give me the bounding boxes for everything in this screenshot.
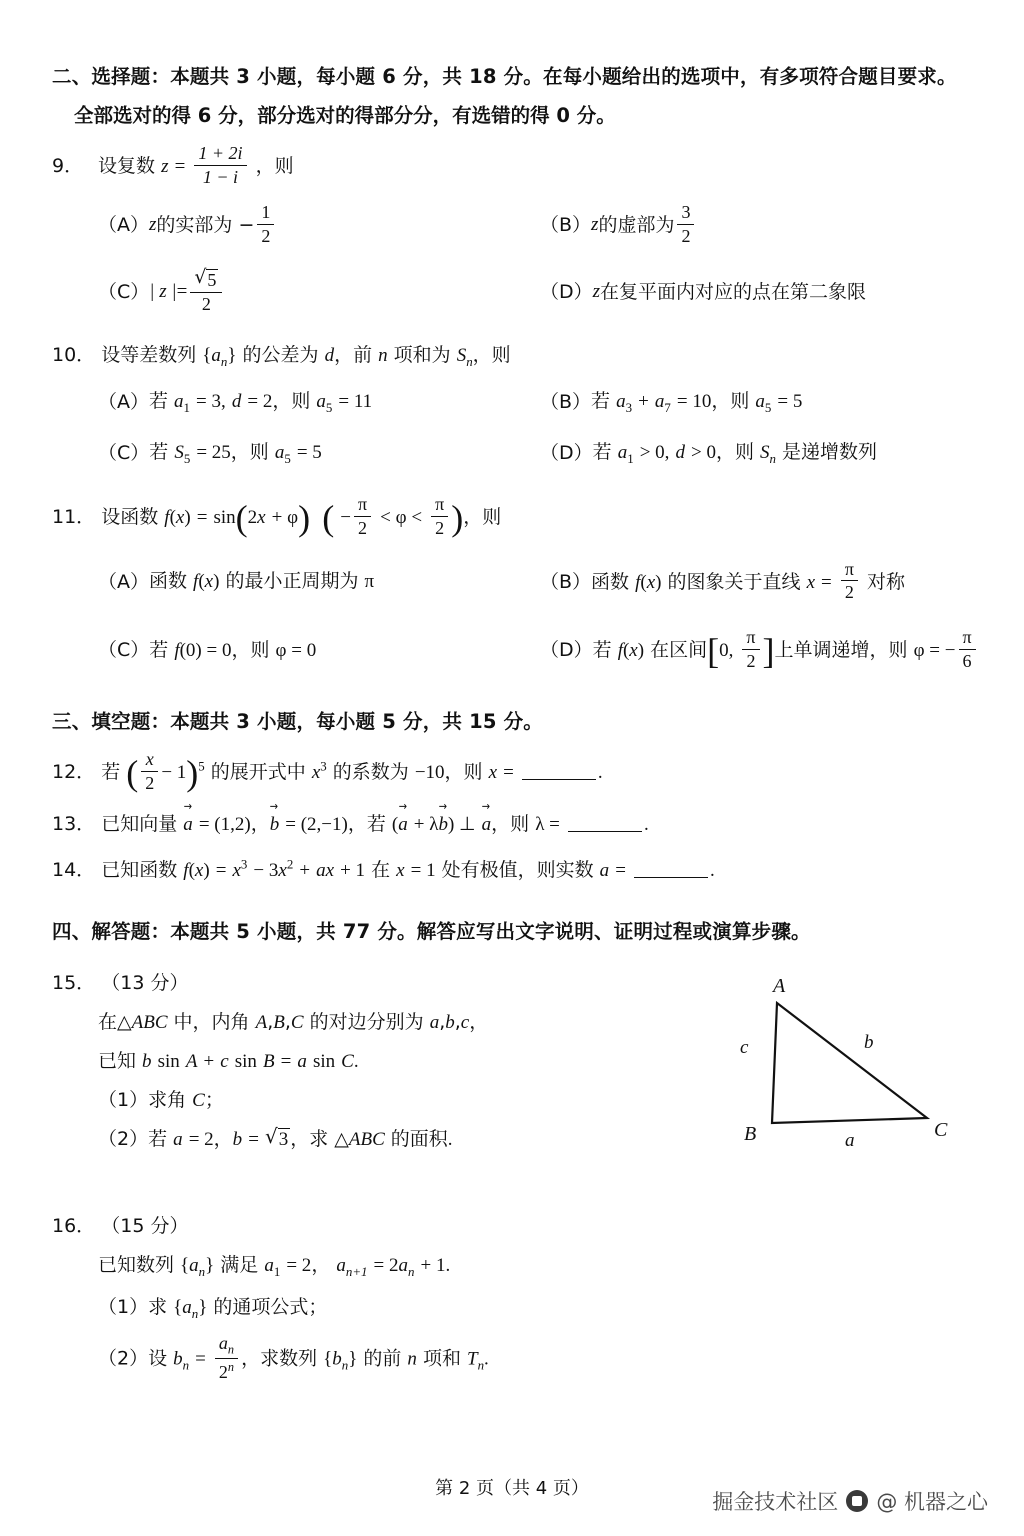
question-9 xyxy=(52,144,982,316)
question-10-option-c[interactable] xyxy=(98,437,540,469)
triangle-side-b: b xyxy=(864,1031,874,1053)
question-10-option-d[interactable] xyxy=(540,437,982,469)
question-14-number: 14． xyxy=(52,859,96,882)
question-11-option-a-text: 函数 f(x) 的最小正周期为 π xyxy=(149,570,375,593)
question-9-option-c-frac-den: 2 xyxy=(201,294,211,314)
question-13-text: 已知向量 a → = (1,2)，b → = (2,−1)，若 (a → + λb →) ⊥ a →，则 λ = . xyxy=(101,813,648,835)
question-9-option-a-frac-num: 1 xyxy=(257,202,274,225)
question-10-options xyxy=(98,386,982,469)
question-10-option-a[interactable] xyxy=(98,386,540,418)
question-9-stem-suffix: ，则 xyxy=(255,155,294,177)
question-15-marks: （13 分） xyxy=(101,971,189,994)
question-16-line-2: （1）求 $\{a_n\}$ 的通项公式； xyxy=(98,1296,328,1321)
question-9-option-b-frac-den: 2 xyxy=(681,225,691,246)
question-14-text: 已知函数 $f(x) = x^3 - 3x^2$ + ax + 1 在 x = 1 处有极值，则实数 a = . xyxy=(101,856,715,882)
question-11-option-b-text: 函数 f(x) 的图象关于直线 x = $\frac{\pi}{2}$ 对称 xyxy=(591,558,905,603)
question-9-stem xyxy=(98,143,294,187)
question-12-answer-blank[interactable] xyxy=(522,760,596,780)
question-11-option-b-label: （B） xyxy=(540,570,592,593)
triangle-side-c: c xyxy=(740,1036,749,1058)
question-13-answer-blank[interactable] xyxy=(568,812,642,832)
question-11-option-d[interactable] xyxy=(540,628,982,673)
question-10-options-row-1 xyxy=(98,386,982,418)
question-11-stem: 设函数 f(x) = sin(2x + φ) ( − $\frac{\pi}{2}$ < φ < $\frac{\pi}{2}$ )，则 xyxy=(101,494,502,538)
question-16 xyxy=(52,1211,982,1384)
question-9-option-d[interactable] xyxy=(540,269,982,316)
question-9-option-a-frac-den: 2 xyxy=(261,225,271,246)
question-9-option-b-label: （B） xyxy=(540,213,592,236)
question-11-option-a-label: （A） xyxy=(98,570,149,593)
sqrt-icon: √ 5 xyxy=(194,266,217,291)
question-9-option-a-var: z xyxy=(149,213,157,235)
question-9-option-b-fraction xyxy=(677,202,694,247)
question-11-option-c[interactable] xyxy=(98,628,540,673)
question-9-option-c-equals: = xyxy=(176,281,188,303)
question-11-options-row-1 xyxy=(98,560,982,605)
page-number-label: 第 2 页（共 4 页） xyxy=(435,1478,589,1499)
question-10-option-b-label: （B） xyxy=(540,391,592,414)
question-9-fraction-denominator: 1 − i xyxy=(202,167,239,187)
question-15 xyxy=(52,968,982,1152)
question-9-options xyxy=(98,203,982,316)
question-12-text: 若 ( $\frac{x}{2}$ − 1)$^5$ 的展开式中 $x^3$ 的系数为 −10，则 x = . xyxy=(101,748,603,793)
question-9-var: z xyxy=(161,156,169,177)
question-10-stem: 设等差数列 $\{a_n\}$ 的公差为 d，前 n 项和为 $S_n$，则 xyxy=(101,343,511,369)
page-content xyxy=(52,62,982,1384)
question-15-number: 15． xyxy=(52,971,96,994)
question-9-option-a-fraction xyxy=(257,202,274,247)
triangle-vertex-b: B xyxy=(744,1122,757,1145)
question-11-number: 11． xyxy=(52,505,96,528)
triangle-figure xyxy=(662,968,962,1153)
section-2-heading: 二、选择题：本题共 3 小题，每小题 6 分，共 18 分。在每小题给出的选项中，有多项符合题目要求。 xyxy=(52,65,957,88)
triangle-vertex-c: C xyxy=(934,1118,948,1141)
question-9-option-d-label: （D） xyxy=(540,281,593,304)
question-9-equals: = xyxy=(174,156,186,177)
question-10-number: 10． xyxy=(52,343,96,366)
question-13 xyxy=(52,808,982,840)
watermark xyxy=(712,1486,988,1516)
question-9-option-b[interactable] xyxy=(540,203,982,248)
section-2-subheading: 全部选对的得 6 分，部分选对的得部分分，有选错的得 0 分。 xyxy=(74,104,616,128)
question-10-option-b[interactable] xyxy=(540,386,982,418)
question-15-line-1: 在△ABC 中，内角 A,B,C 的对边分别为 a,b,c， xyxy=(98,1010,489,1033)
question-9-option-b-var: z xyxy=(591,213,599,235)
question-15-line-3: （1）求角 C； xyxy=(98,1088,224,1111)
question-9-option-d-text: 在复平面内对应的点在第二象限 xyxy=(600,281,867,304)
question-9-option-c-frac-num xyxy=(190,268,222,293)
question-16-marks: （15 分） xyxy=(101,1215,189,1238)
question-9-option-a[interactable] xyxy=(98,203,540,248)
question-9-option-c[interactable] xyxy=(98,266,540,316)
question-11-options-row-2 xyxy=(98,628,982,673)
question-9-option-b-frac-num: 3 xyxy=(677,202,694,225)
question-16-line-3: （2）设 $b_n$ = $\frac{a_n}{2^n}$ ，求数列 $\{b_n\}$ 的前 n 项和 $T_n$. xyxy=(98,1332,489,1382)
question-11-option-c-text: 若 f(0) = 0，则 φ = 0 xyxy=(149,638,317,661)
question-10-option-d-label: （D） xyxy=(540,441,593,464)
question-10-options-row-2 xyxy=(98,437,982,469)
question-9-option-c-modulus: | z | xyxy=(149,281,177,303)
question-9-option-c-fraction xyxy=(190,268,222,315)
triangle-vertex-a: A xyxy=(773,974,786,997)
question-9-option-a-text: 的实部为 − xyxy=(156,213,255,236)
question-9-option-a-label: （A） xyxy=(98,213,149,236)
watermark-left-text: 掘金技术社区 xyxy=(712,1490,839,1514)
question-9-options-row-1 xyxy=(98,203,982,248)
question-11-option-c-label: （C） xyxy=(98,639,150,662)
watermark-right-text: @ 机器之心 xyxy=(876,1490,988,1514)
question-10-option-a-label: （A） xyxy=(98,391,149,414)
question-10 xyxy=(52,340,982,469)
question-9-option-d-var: z xyxy=(592,281,601,303)
question-11-options xyxy=(98,560,982,673)
section-3-heading: 三、填空题：本题共 3 小题，每小题 5 分，共 15 分。 xyxy=(52,709,544,733)
watermark-logo-icon xyxy=(846,1490,868,1512)
question-12-number: 12． xyxy=(52,760,96,783)
question-15-line-2: 已知 b sin A + c sin B = a sin C. xyxy=(98,1049,359,1072)
question-9-options-row-2 xyxy=(98,266,982,316)
question-10-option-c-text: 若 $S_5 = 25$，则 $a_5 = 5$ xyxy=(149,440,322,466)
question-11-option-d-label: （D） xyxy=(540,639,593,662)
question-11-option-a[interactable] xyxy=(98,560,540,605)
question-9-option-b-text: 的虚部为 xyxy=(598,213,675,236)
question-9-option-c-label: （C） xyxy=(98,281,150,304)
question-14-answer-blank[interactable] xyxy=(634,858,708,878)
section-4-heading: 四、解答题：本题共 5 小题，共 77 分。解答应写出文字说明、证明过程或演算步骤。 xyxy=(52,919,811,943)
question-16-line-1: 已知数列 $\{a_n\}$ 满足 $a_1 = 2$， $a_{n+1} = 2a_n + 1$. xyxy=(98,1254,451,1280)
question-15-line-4: （2）若 a = 2，b = √ 3 ，求 △ABC 的面积. xyxy=(98,1124,453,1151)
question-11-option-b[interactable] xyxy=(540,560,982,605)
question-10-option-a-text: 若 $a_1 = 3$, d = 2，则 $a_5 = 11$ xyxy=(149,390,373,416)
triangle-side-a: a xyxy=(845,1129,855,1151)
triangle-diagram-icon xyxy=(662,968,962,1153)
question-11-option-d-text: 若 f(x) 在区间[0, $\frac{\pi}{2}$ ]上单调递增，则 φ = − $\frac{\pi}{6}$ xyxy=(593,628,979,673)
question-10-option-b-text: 若 $a_3 + a_7 = 10$，则 $a_5 = 5$ xyxy=(591,390,803,416)
question-12 xyxy=(52,750,982,795)
question-10-option-c-label: （C） xyxy=(98,441,150,464)
question-10-option-d-text: 若 $a_1 > 0$, d > 0，则 $S_n$ 是递增数列 xyxy=(592,440,878,466)
question-13-number: 13． xyxy=(52,813,96,836)
question-9-fraction xyxy=(194,143,246,188)
question-9-fraction-numerator: 1 + 2i xyxy=(194,143,246,166)
question-16-number: 16． xyxy=(52,1215,96,1238)
question-11 xyxy=(52,495,982,673)
question-9-number: 9． xyxy=(52,155,84,177)
question-14 xyxy=(52,855,982,887)
question-9-stem-prefix: 设复数 xyxy=(98,155,156,177)
